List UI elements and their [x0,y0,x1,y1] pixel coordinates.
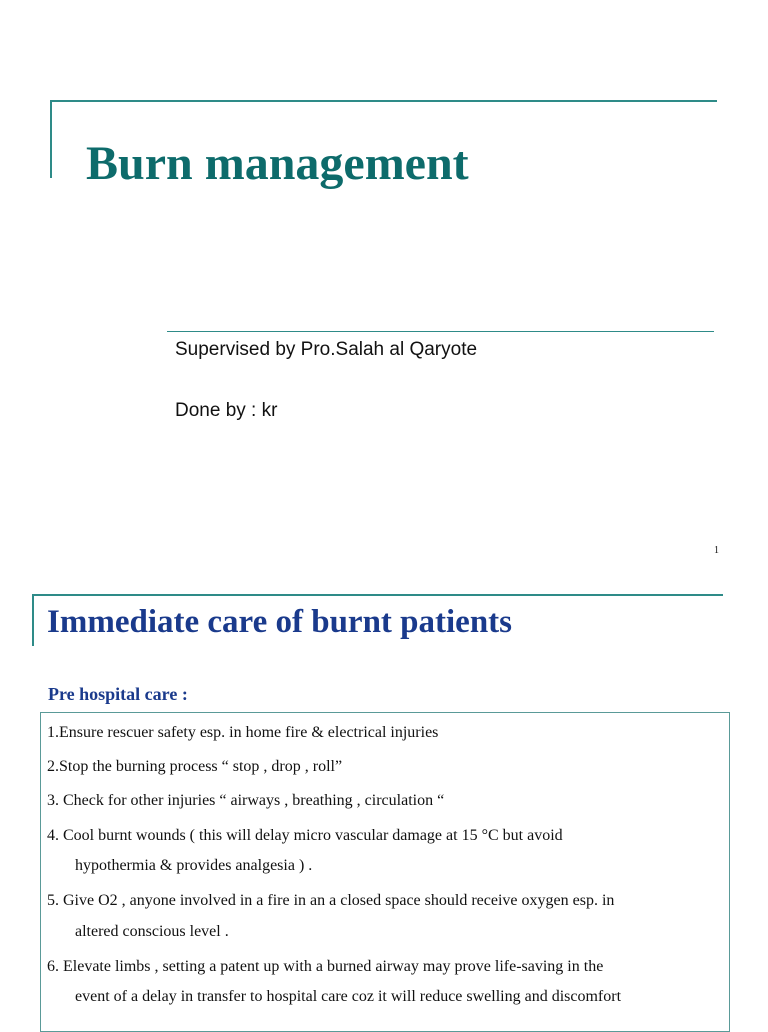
slide-2-title: Immediate care of burnt patients [47,604,512,640]
list-item [47,792,727,827]
list-item-line: 1.Ensure rescuer safety esp. in home fire & electrical injuries [47,724,439,741]
title-frame-top-line [32,594,723,596]
subtitle-divider [167,331,714,332]
section-heading: Pre hospital care : [48,684,188,704]
list-item [47,958,727,1018]
list-item [47,758,727,792]
care-steps-list [47,724,727,1018]
list-item-line: hypothermia & provides analgesia ) . [75,857,313,874]
supervised-by-text: Supervised by Pro.Salah al Qaryote [175,339,478,360]
list-item [47,827,727,892]
done-by-text: Done by : kr [175,400,278,421]
list-item-line: altered conscious level . [75,923,229,940]
page-number: 1 [714,545,719,556]
slide-1-title: Burn management [86,137,469,190]
list-item-line: 6. Elevate limbs , setting a patent up with a burned airway may prove life-saving in the [47,958,604,975]
list-item-line: 2.Stop the burning process “ stop , drop , roll” [47,758,343,775]
title-frame-left-line [32,594,34,646]
title-frame-top-line [50,100,717,102]
title-frame-left-line [50,100,52,178]
list-item [47,724,727,758]
list-item [47,892,727,958]
slide-2 [0,580,768,1024]
list-item-line: 5. Give O2 , anyone involved in a fire in an a closed space should receive oxygen esp. in [47,892,615,909]
list-item-line: 4. Cool burnt wounds ( this will delay micro vascular damage at 15 °C but avoid [47,827,563,844]
list-item-line: event of a delay in transfer to hospital care coz it will reduce swelling and discomfort [75,988,622,1005]
list-item-line: 3. Check for other injuries “ airways , breathing , circulation “ [47,792,445,809]
